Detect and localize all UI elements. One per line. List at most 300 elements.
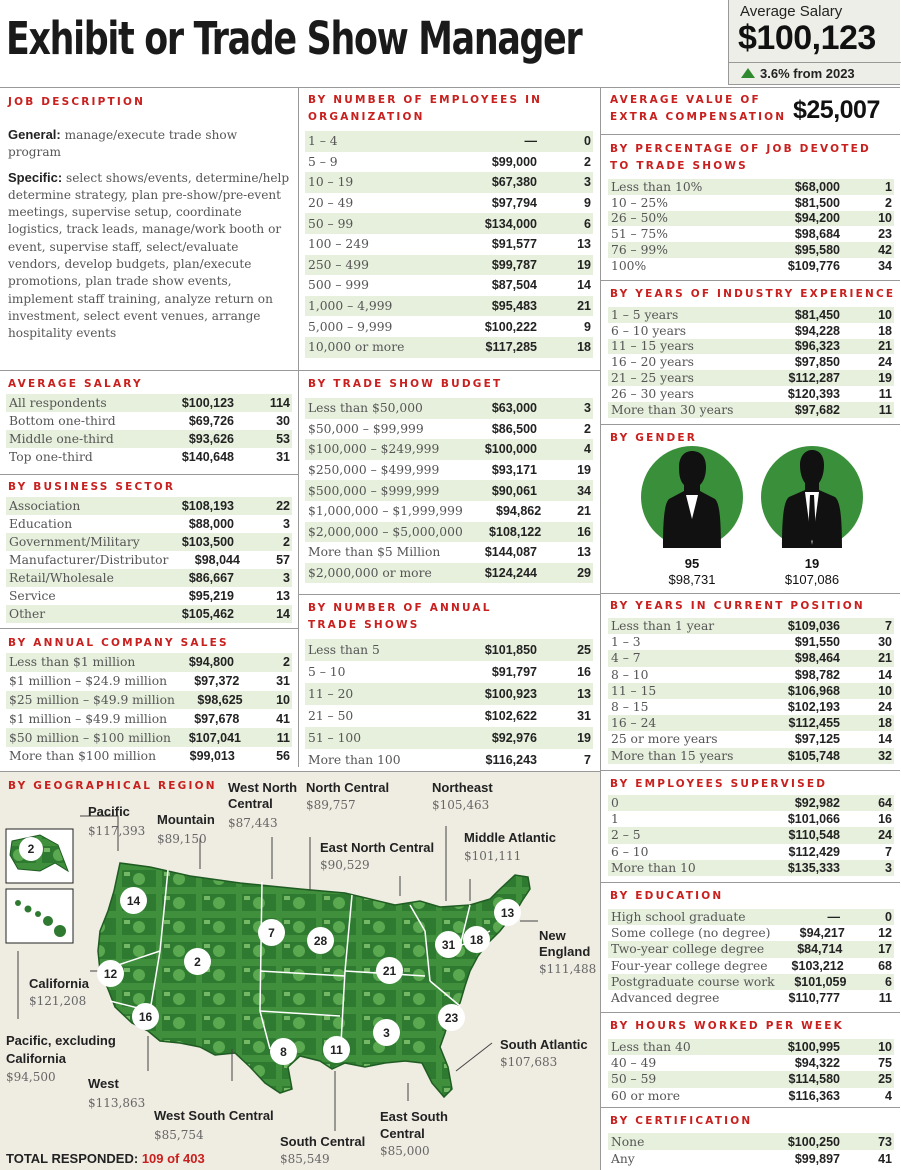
female-count: 95 — [684, 556, 700, 571]
table-row — [305, 522, 593, 543]
table-row — [608, 258, 894, 274]
row-salary: $106,968 — [787, 683, 840, 698]
table-row — [608, 370, 894, 386]
row-label: Middle one-third — [9, 432, 114, 446]
row-salary: $92,976 — [491, 731, 537, 745]
label-esc: East South Central — [380, 1109, 448, 1141]
row-count: 2 — [885, 195, 892, 210]
rule — [600, 1107, 900, 1108]
table-row — [305, 639, 593, 661]
row-salary: $86,500 — [491, 421, 537, 436]
page-title: Exhibit or Trade Show Manager — [6, 12, 582, 65]
row-salary: $67,380 — [491, 175, 537, 190]
table-row — [6, 430, 292, 448]
row-label: All respondents — [9, 396, 107, 410]
table-row — [608, 715, 894, 731]
row-label: Less than 5 — [308, 643, 380, 657]
count-alaska: 2 — [19, 837, 43, 861]
table-row — [6, 551, 292, 569]
row-salary: $91,797 — [491, 665, 537, 679]
row-count: 7 — [584, 753, 591, 767]
row-label: Service — [9, 589, 56, 603]
count-newengland: 13 — [494, 899, 521, 926]
pct-job-title-text: BY PERCENTAGE OF JOB DEVOTED TO TRADE SHOWS — [610, 143, 871, 172]
row-label: $1,000,000 – $1,999,999 — [308, 504, 463, 519]
row-salary: $101,059 — [794, 974, 847, 989]
row-count: 41 — [276, 711, 290, 726]
value-wnc: $87,443 — [228, 816, 278, 830]
row-count: 6 — [584, 216, 591, 231]
region-title: BY GEOGRAPHICAL REGION — [8, 780, 217, 792]
table-row — [305, 460, 593, 481]
table-row — [305, 480, 593, 501]
supervised-title: BY EMPLOYEES SUPERVISED — [610, 778, 828, 790]
table-row — [305, 542, 593, 563]
row-salary: $97,372 — [194, 674, 240, 689]
row-count: 12 — [878, 926, 892, 941]
count-esc: 3 — [373, 1019, 400, 1046]
table-row — [608, 683, 894, 699]
annual-shows-table — [305, 639, 593, 771]
row-salary: $84,714 — [797, 942, 843, 957]
label-ma: Middle Atlantic — [464, 830, 556, 845]
row-salary: $99,000 — [491, 154, 537, 169]
row-count: 4 — [885, 1088, 892, 1103]
table-row — [608, 1133, 894, 1150]
row-salary: $110,548 — [788, 828, 840, 843]
table-row — [6, 533, 292, 551]
row-count: 2 — [283, 535, 290, 549]
label-nc: North Central — [306, 780, 390, 795]
row-label: 5,000 – 9,999 — [308, 319, 393, 334]
row-count: 56 — [276, 749, 290, 764]
value-nc: $89,757 — [306, 798, 356, 812]
education-table — [608, 909, 894, 1006]
row-label: 11 – 15 years — [611, 339, 694, 354]
label-pex: Pacific, excluding California — [6, 1033, 116, 1066]
rule — [600, 134, 900, 135]
row-count: 10 — [878, 683, 892, 698]
table-row — [608, 195, 894, 211]
gender-title: BY GENDER — [610, 432, 698, 444]
table-row — [305, 563, 593, 584]
row-count: 31 — [577, 709, 591, 723]
certification-table — [608, 1133, 894, 1167]
row-salary: $100,123 — [181, 396, 234, 410]
row-count: 18 — [878, 323, 892, 338]
rule — [600, 770, 900, 771]
table-row — [608, 211, 894, 227]
row-count: 22 — [276, 499, 290, 513]
extra-comp-title-text: AVERAGE VALUE OF EXTRA COMPENSATION — [610, 94, 787, 123]
extra-comp-title — [610, 92, 790, 126]
row-label: Any — [611, 1151, 635, 1166]
table-row — [608, 731, 894, 747]
table-row — [305, 255, 593, 276]
row-label: Less than 10% — [611, 179, 703, 194]
row-salary: $102,622 — [484, 709, 537, 723]
row-salary: $98,625 — [197, 692, 243, 707]
supervised-table — [608, 795, 894, 876]
row-count: 11 — [878, 991, 892, 1006]
row-label: 10,000 or more — [308, 340, 405, 355]
label-sc: South Central — [280, 1134, 366, 1149]
table-row — [6, 412, 292, 430]
row-salary: $88,000 — [188, 517, 234, 531]
row-label: Less than $50,000 — [308, 401, 423, 416]
row-label: 51 – 100 — [308, 731, 362, 745]
row-label: 16 – 20 years — [611, 355, 694, 370]
row-count: 7 — [885, 844, 892, 859]
row-salary: $109,036 — [787, 619, 840, 634]
value-esc: $85,000 — [380, 1144, 430, 1158]
row-label: 40 – 49 — [611, 1056, 657, 1071]
row-salary: $95,219 — [188, 589, 234, 603]
row-label: Advanced degree — [611, 991, 720, 1006]
row-label: 10 – 25% — [611, 195, 668, 210]
value-ne: $105,463 — [432, 798, 490, 812]
row-salary: $94,800 — [188, 655, 234, 670]
table-row — [608, 323, 894, 339]
table-row — [6, 653, 292, 672]
row-salary: $94,217 — [799, 926, 845, 941]
value-ma: $101,111 — [464, 849, 522, 863]
annual-shows-title-text: BY NUMBER OF ANNUAL TRADE SHOWS — [308, 602, 492, 631]
table-row — [305, 661, 593, 683]
general-text: manage/execute trade show program — [8, 128, 238, 160]
row-label: $2,000,000 or more — [308, 566, 432, 581]
total-responded — [6, 1151, 205, 1166]
table-row — [305, 152, 593, 173]
row-count: 9 — [584, 319, 591, 334]
row-salary: $99,787 — [491, 257, 537, 272]
table-row — [608, 1150, 894, 1167]
row-count: 4 — [584, 442, 591, 457]
row-salary: $94,200 — [794, 211, 840, 226]
row-count: 21 — [577, 299, 591, 314]
rule — [600, 280, 900, 281]
row-count: 18 — [577, 340, 591, 355]
row-salary: $81,500 — [794, 195, 840, 210]
salary-box-line — [729, 62, 901, 63]
row-count: 3 — [283, 517, 290, 531]
row-salary: $98,782 — [794, 667, 840, 682]
value-newe: $111,488 — [539, 962, 597, 976]
table-row — [608, 925, 894, 941]
trade-budget-table — [305, 398, 593, 583]
row-label: 1,000 – 4,999 — [308, 299, 393, 314]
row-label: 500 – 999 — [308, 278, 369, 293]
table-row — [305, 337, 593, 358]
table-row — [305, 749, 593, 771]
row-label: 6 – 10 — [611, 844, 649, 859]
count-sc: 11 — [323, 1036, 350, 1063]
table-row — [6, 709, 292, 728]
row-label: 10 – 19 — [308, 175, 354, 190]
row-count: 10 — [878, 307, 892, 322]
label-sa: South Atlantic — [500, 1037, 588, 1052]
rule — [600, 1012, 900, 1013]
value-pacific: $117,393 — [88, 824, 146, 838]
table-row — [608, 748, 894, 764]
company-sales-table — [6, 653, 292, 766]
row-count: 1 — [885, 179, 892, 194]
row-salary: $100,250 — [787, 1134, 840, 1149]
row-salary: $114,580 — [788, 1072, 840, 1087]
row-count: 30 — [878, 635, 892, 650]
row-label: $50,000 – $99,999 — [308, 421, 424, 436]
row-label: $1 million – $49.9 million — [9, 711, 168, 726]
count-mountain: 2 — [184, 948, 211, 975]
row-count: 19 — [577, 731, 591, 745]
table-row — [608, 974, 894, 990]
row-salary: $103,500 — [181, 535, 234, 549]
row-salary: $112,455 — [788, 716, 840, 731]
row-salary: $112,287 — [788, 371, 840, 386]
row-label: 1 — [611, 812, 619, 827]
value-sa: $107,683 — [500, 1055, 558, 1069]
row-salary: $112,429 — [788, 844, 840, 859]
table-row — [608, 179, 894, 195]
row-label: More than 15 years — [611, 748, 734, 763]
row-count: 25 — [878, 1072, 892, 1087]
row-salary: $63,000 — [491, 401, 537, 416]
table-row — [608, 795, 894, 811]
row-count: 29 — [577, 566, 591, 581]
row-count: 2 — [584, 421, 591, 436]
employees-title-text: BY NUMBER OF EMPLOYEES IN ORGANIZATION — [308, 94, 543, 123]
row-count: 30 — [276, 414, 290, 428]
gender-icons — [600, 445, 900, 595]
row-label: 50 – 59 — [611, 1072, 657, 1087]
row-salary: $98,464 — [794, 651, 840, 666]
count-enc: 21 — [376, 957, 403, 984]
row-count: 75 — [878, 1056, 892, 1071]
row-salary: $87,504 — [491, 278, 537, 293]
education-title: BY EDUCATION — [610, 890, 724, 902]
row-label: High school graduate — [611, 910, 746, 925]
header-rule — [0, 87, 900, 88]
row-label: 11 – 15 — [611, 683, 657, 698]
industry-exp-title: BY YEARS OF INDUSTRY EXPERIENCE — [610, 288, 896, 300]
female-salary: $98,731 — [668, 572, 716, 587]
row-count: 3 — [584, 175, 591, 190]
row-count: 23 — [878, 227, 892, 242]
row-label: 26 – 50% — [611, 211, 668, 226]
salary-box — [728, 0, 900, 85]
table-row — [305, 213, 593, 234]
table-row — [6, 747, 292, 766]
row-count: 21 — [577, 504, 591, 519]
row-label: 11 – 20 — [308, 687, 354, 701]
row-salary: $134,000 — [484, 216, 537, 231]
row-salary: $69,726 — [188, 414, 234, 428]
value-enc: $90,529 — [320, 858, 370, 872]
row-label: 100 – 249 — [308, 237, 369, 252]
table-row — [608, 339, 894, 355]
table-row — [608, 226, 894, 242]
table-row — [608, 634, 894, 650]
row-label: 8 – 10 — [611, 667, 649, 682]
extra-comp-value: $25,007 — [793, 96, 880, 124]
table-row — [608, 307, 894, 323]
row-salary: $97,794 — [491, 196, 537, 211]
count-ma: 31 — [435, 931, 462, 958]
count-west: 16 — [132, 1003, 159, 1030]
count-wnc: 7 — [258, 919, 285, 946]
current-position-title: BY YEARS IN CURRENT POSITION — [610, 600, 865, 612]
value-sc: $85,549 — [280, 1152, 330, 1166]
row-count: 9 — [584, 196, 591, 211]
rule — [600, 593, 900, 594]
row-salary: $91,550 — [794, 635, 840, 650]
row-label: Four-year college degree — [611, 958, 768, 973]
row-count: 24 — [878, 828, 892, 843]
row-salary: $97,678 — [194, 711, 240, 726]
salary-change: 3.6% from 2023 — [760, 66, 855, 81]
row-count: 14 — [577, 278, 591, 293]
job-description-title: JOB DESCRIPTION — [8, 96, 146, 108]
row-salary: $100,923 — [484, 687, 537, 701]
row-salary: $90,061 — [491, 483, 537, 498]
table-row — [305, 193, 593, 214]
count-nc: 28 — [307, 927, 334, 954]
row-salary: $100,000 — [484, 442, 537, 457]
row-salary: $140,648 — [181, 450, 234, 464]
row-count: 21 — [878, 651, 892, 666]
label-wsc: West South Central — [154, 1108, 274, 1123]
row-salary: $98,684 — [794, 227, 840, 242]
row-label: $50 million – $100 million — [9, 730, 171, 745]
table-row — [305, 683, 593, 705]
row-count: 3 — [283, 571, 290, 585]
industry-exp-table — [608, 307, 894, 418]
row-label: 100% — [611, 258, 647, 273]
table-row — [305, 398, 593, 419]
table-row — [305, 501, 593, 522]
row-salary: $95,580 — [794, 243, 840, 258]
row-label: 5 – 9 — [308, 154, 338, 169]
row-count: 2 — [584, 154, 591, 169]
row-label: 76 – 99% — [611, 243, 668, 258]
us-mainland-shape — [98, 863, 530, 1097]
row-count: 11 — [878, 386, 892, 401]
table-row — [608, 1088, 894, 1104]
rule — [0, 628, 298, 629]
row-salary: $105,462 — [181, 607, 234, 621]
row-salary: $101,066 — [787, 812, 840, 827]
row-count: 42 — [878, 243, 892, 258]
row-count: 19 — [577, 257, 591, 272]
row-count: 114 — [269, 396, 290, 410]
col-divider-2 — [600, 87, 601, 1170]
row-label: Top one-third — [9, 450, 93, 464]
row-label: Education — [9, 517, 73, 531]
row-label: 250 – 499 — [308, 257, 369, 272]
rule — [600, 882, 900, 883]
male-count: 19 — [804, 556, 820, 571]
table-row — [608, 860, 894, 876]
male-salary: $107,086 — [784, 572, 840, 587]
employees-title — [308, 92, 558, 126]
table-row — [305, 727, 593, 749]
row-label: None — [611, 1134, 645, 1149]
row-count: 2 — [283, 655, 290, 670]
row-salary: $105,748 — [787, 748, 840, 763]
table-row — [6, 448, 292, 466]
row-count: 14 — [878, 732, 892, 747]
pct-job-title — [610, 141, 890, 175]
row-label: More than $100 million — [9, 749, 156, 764]
job-description-text — [8, 126, 292, 343]
pct-job-table — [608, 179, 894, 274]
row-salary: $108,122 — [489, 524, 542, 539]
hours-title: BY HOURS WORKED PER WEEK — [610, 1020, 844, 1032]
row-label: 21 – 25 years — [611, 371, 694, 386]
value-wsc: $85,754 — [154, 1128, 204, 1142]
row-salary: $68,000 — [794, 179, 840, 194]
row-salary: $101,850 — [484, 643, 537, 657]
row-count: 14 — [276, 607, 290, 621]
count-pacific: 14 — [120, 887, 147, 914]
row-salary: — — [524, 134, 537, 149]
row-salary: $144,087 — [484, 545, 537, 560]
row-label: 21 – 50 — [308, 709, 354, 723]
table-row — [608, 667, 894, 683]
table-row — [305, 705, 593, 727]
row-salary: $98,044 — [194, 553, 240, 567]
row-salary: $116,363 — [788, 1088, 840, 1103]
row-label: 20 – 49 — [308, 196, 354, 211]
row-label: $500,000 – $999,999 — [308, 483, 440, 498]
row-salary: $116,243 — [485, 753, 537, 767]
row-salary: $109,776 — [787, 258, 840, 273]
rule — [0, 474, 298, 475]
table-row — [6, 691, 292, 710]
table-row — [6, 515, 292, 533]
total-label: TOTAL RESPONDED: — [6, 1151, 139, 1166]
row-label: $250,000 – $499,999 — [308, 463, 440, 478]
current-position-table — [608, 618, 894, 764]
table-row — [608, 1055, 894, 1071]
row-count: 0 — [885, 910, 892, 925]
row-label: 4 – 7 — [611, 651, 641, 666]
row-salary: $102,193 — [787, 700, 840, 715]
table-row — [608, 844, 894, 860]
row-label: More than 100 — [308, 753, 401, 767]
row-salary: — — [827, 910, 840, 925]
label-enc: East North Central — [320, 840, 435, 855]
total-value: 109 of 403 — [141, 1151, 205, 1166]
row-count: 10 — [878, 211, 892, 226]
row-label: 16 – 24 — [611, 716, 657, 731]
value-west: $113,863 — [88, 1096, 146, 1110]
table-row — [608, 811, 894, 827]
row-salary: $95,483 — [491, 299, 537, 314]
row-count: 13 — [276, 589, 290, 603]
row-label: More than 30 years — [611, 402, 734, 417]
row-label: 26 – 30 years — [611, 386, 694, 401]
table-row — [6, 728, 292, 747]
row-salary: $99,897 — [794, 1151, 840, 1166]
row-label: 1 – 4 — [308, 134, 338, 149]
table-row — [608, 1071, 894, 1087]
trade-budget-title: BY TRADE SHOW BUDGET — [308, 378, 503, 390]
table-row — [305, 172, 593, 193]
label-mountain: Mountain — [157, 812, 215, 827]
up-arrow-icon — [741, 68, 755, 78]
row-count: 68 — [878, 958, 892, 973]
